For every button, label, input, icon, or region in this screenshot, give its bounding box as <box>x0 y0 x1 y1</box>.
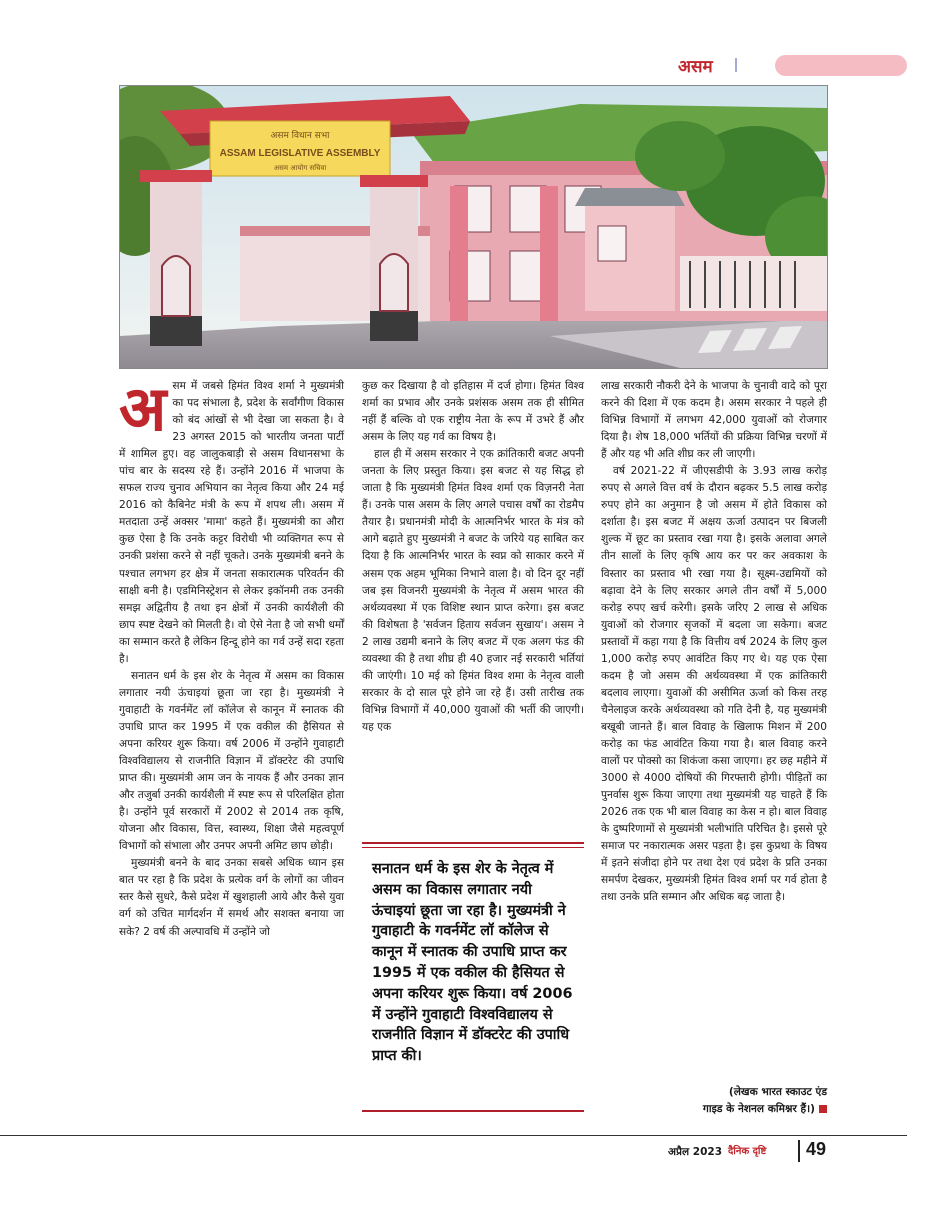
author-credit-line: गाइड के नेशनल कमिश्नर हैं।) <box>702 1103 815 1115</box>
article-paragraph: सम में जबसे हिमंत विश्व शर्मा ने मुख्यमंत्री का पद संभाला है, प्रदेश के सर्वांगीण विकास को बंद आंखों से भी देखा जा सकता है। वे 23 अगस्त 2015 को भारतीय जनता पार्टी में शामिल हुए। वह जालुकबाड़ी से असम विधानसभा के पांच बार के सदस्य रहे हैं। उन्होंने 2016 में भाजपा के सफल राज्य चुनाव अभियान का नेतृत्व किया और 24 मई 2016 को कैबिनेट मंत्री के रूप में शपथ ली। असम में मतदाता उन्हें अक्सर 'मामा' कहते हैं। मुख्यमंत्री का औरा कुछ ऐसा है कि उनके कट्टर विरोधी भी व्यक्तिगत रूप से उनकी प्रशंसा करने से नहीं चूकते। उनके मुख्यमंत्री बनने के पश्चात लगभग हर क्षेत्र में जनता सकारात्मक परिवर्तन की साक्षी बनी है। एडमिनिस्ट्रेशन से लेकर इकॉनमी तक उनकी समझ अद्वितीय है तथा इन क्षेत्रों में उनकी कार्यशैली की छाप स्पष्ट देखने को मिलती है। वो ऐसे नेता है जो सभी धर्मों का सम्मान करते है लेकिन हिन्दू होने का गर्व उन्हें सदा रहता है। <box>119 380 344 665</box>
article-paragraph: कुछ कर दिखाया है वो इतिहास में दर्ज होगा। हिमंत विश्व शर्मा का प्रभाव और उनके प्रशंसक असम तक ही सीमित नहीं हैं बल्कि वो एक राष्ट्रीय नेता के रूप में उभरे हैं और असम के लिए यह गर्व का विषय है। <box>362 380 584 444</box>
issue-date: अप्रैल 2023 <box>668 1146 722 1158</box>
article-paragraph: हाल ही में असम सरकार ने एक क्रांतिकारी बजट अपनी जनता के लिए प्रस्तुत किया। इस बजट से यह सिद्ध हो जाता है कि मुख्यमंत्री हिमंत विश्व शर्मा एक विज़नरी नेता हैं। उनके पास असम के लिए अगले पचास वर्षों का रोडमैप तैयार है। प्रधानमंत्री मोदी के आत्मनिर्भर भारत के मंत्र को आगे बढ़ाते हुए मुख्यमंत्री ने बजट के जरिये यह साबित कर दिया है कि आत्मनिर्भर भारत के स्वप्न को साकार करने में असम एक अहम भूमिका निभाने वाला है। वो दिन दूर नहीं जब इस विजनरी मुख्यमंत्री के नेतृत्व में असम भारत की अर्थव्यवस्था में एक विशिष्ट स्थान प्राप्त करेगा। इस बजट की विशेषता है 'सर्वजन हिताय सर्वजन सुखाय'। असम ने 2 लाख उद्यमी बनाने के लिए बजट में एक अलग फंड की व्यवस्था की है तथा शीघ्र ही 40 हजार नई सरकारी भर्तियां की जाएंगी। 10 मई को हिमंत विश्व शमा के नेतृत्व वाली सरकार के दो साल पूरे होने जा रहे हैं। उसी तारीख तक विभिन्न विभागों में 40,000 युवाओं की भर्ती की जाएगी। यह एक <box>362 448 584 733</box>
pull-quote-rule <box>362 842 584 844</box>
sign-english: ASSAM LEGISLATIVE ASSEMBLY <box>219 148 381 159</box>
article-column-3 <box>601 378 827 906</box>
article-paragraph: वर्ष 2021-22 में जीएसडीपी के 3.93 लाख करोड़ रुपए से अगले वित्त वर्ष के दौरान बढ़कर 5.5 लाख करोड़ रुपए होने का अनुमान है जो असम में होते विकास को दर्शाता है। इस बजट में अक्षय ऊर्जा उत्पादन पर बिजली शुल्क में छूट का प्रस्ताव रखा गया है। इसके अलावा अगले तीन सालों के लिए कृषि आय कर पर कर अवकाश के विस्तार का प्रस्ताव भी रखा गया है। सूक्ष्म-उद्यमियों को बढ़ावा देने के लिए सरकार अगले तीन वर्षों में 5,000 करोड़ रुपए खर्च करेगी। इसके जरिए 2 लाख से अधिक युवाओं को रोजगार सृजकों में बदला जा सकेगा। बजट प्रस्तावों में कहा गया है कि वित्तीय वर्ष 2024 के लिए कुल 1,000 करोड़ रुपए आवंटित किए गए थे। यह एक ऐसा कदम है जो असम की अर्थव्यवस्था में एक क्रांतिकारी बदलाव लाएगा। युवाओं की असीमित ऊर्जा को किस तरह चैनेलाइज करके अर्थव्यवस्था को गति देनी है, यह मुख्यमंत्री बखूबी जानते हैं। बाल विवाह के खिलाफ मिशन में 200 करोड़ का फंड आवंटित किया गया है। बाल विवाह करने वालों पर पोक्सो का शिकंजा कसा जाएगा। हर छह महीने में 3000 से 4000 दोषियों की गिरफ्तारी होगी। पीड़ितों का पुनर्वास शुरू किया जाएगा तथा मुख्यमंत्री यह चाहते हैं कि 2026 तक एक भी बाल विवाह का केस न हो। बाल विवाह के दुष्परिणामों से मुख्यमंत्री भलीभांति परिचित है। इससे पूरे समाज पर नकारात्मक असर पड़ता है। इस कुप्रथा के विषय में इतने संजीदा होने पर तथा देश एवं प्रदेश के प्रति उनका समर्पण देखकर, मुख्यमंत्री हिमंत विश्व शर्मा पर गर्व होता है तथा उनके प्रति सम्मान और अधिक बढ़ जाता है। <box>601 465 827 904</box>
pull-quote-rule <box>362 847 584 848</box>
pull-quote-rule <box>362 1110 584 1112</box>
magazine-logo: दैनिक दृष्टि <box>728 1146 767 1157</box>
section-label: असम <box>678 57 713 77</box>
sign-hindi: असम विधान सभा <box>270 131 330 141</box>
drop-cap: अ <box>119 372 167 445</box>
author-credit-line: (लेखक भारत स्काउट एंड <box>728 1086 827 1098</box>
pull-quote-text: सनातन धर्म के इस शेर के नेतृत्व में असम का विकास लगातार नयी ऊंचाइयां छूता जा रहा है। मुख्यमंत्री ने गुवाहाटी के गवर्नमेंट लॉ कॉलेज से कानून में स्नातक की उपाधि प्राप्त कर 1995 में एक वकील की हैसियत से अपना करियर शुरू किया। वर्ष 2006 में उन्होंने गुवाहाटी विश्वविद्यालय से राजनीति विज्ञान में डॉक्टरेट की उपाधि प्राप्त की। <box>372 861 573 1065</box>
article-paragraph: सनातन धर्म के इस शेर के नेतृत्व में असम का विकास लगातार नयी ऊंचाइयां छूता जा रहा है। मुख्यमंत्री ने गुवाहाटी के गवर्नमेंट लॉ कॉलेज से कानून में स्नातक की उपाधि प्राप्त कर 1995 में एक वकील की हैसियत से अपना करियर शुरू किया। वर्ष 2006 में उन्होंने गुवाहाटी विश्वविद्यालय से राजनीति विज्ञान में डॉक्टरेट की उपाधि प्राप्त की। मुख्यमंत्री आम जन के नायक हैं और उनका ज्ञान और तजुर्बा उनकी कार्यशैली में स्पष्ट रूप से परिलक्षित होता है। उन्होंने पूर्व सरकारों में 2002 से 2014 तक कृषि, योजना और विकास, वित्त, स्वास्थ्य, शिक्षा जैसे महत्वपूर्ण विभागों को संभाला और उनपर अपनी अमिट छाप छोड़ी। <box>119 669 344 853</box>
article-column-2 <box>362 378 584 736</box>
article-column-1 <box>119 372 344 941</box>
footer-rule <box>0 1135 907 1136</box>
sign-subtitle: असम आयोग सचिवा <box>273 164 327 172</box>
article-paragraph: मुख्यमंत्री बनने के बाद उनका सबसे अधिक ध्यान इस बात पर रहा है कि प्रदेश के प्रत्येक वर्ग के लोगों का जीवन स्तर कैसे सुधरे, कैसे प्रदेश में खुशहाली आये और कैसे युवा वर्ग को उचित मार्गदर्शन में समर्थ और सशक्त बनाया जा सके? 2 वर्ष की अल्पावधि में उन्होंने जो <box>119 857 344 938</box>
page-number: 49 <box>806 1139 827 1159</box>
section-pill <box>775 55 907 76</box>
article-paragraph: लाख सरकारी नौकरी देने के भाजपा के चुनावी वादे को पूरा करने की दिशा में एक कदम है। असम सरकार ने पहले ही विभिन्न विभागों में लगभग 42,000 युवाओं को रोजगार दिया है। शेष 18,000 भर्तियों की प्रक्रिया विभिन्न चरणों में हैं और यह भी अति शीघ्र कर ली जाएगी। <box>601 380 827 461</box>
pull-quote <box>362 842 584 1112</box>
end-mark-icon <box>819 1105 827 1113</box>
footer-separator <box>798 1140 800 1162</box>
section-separator <box>735 58 737 72</box>
author-credit <box>601 1084 827 1118</box>
assembly-photo <box>119 85 828 369</box>
